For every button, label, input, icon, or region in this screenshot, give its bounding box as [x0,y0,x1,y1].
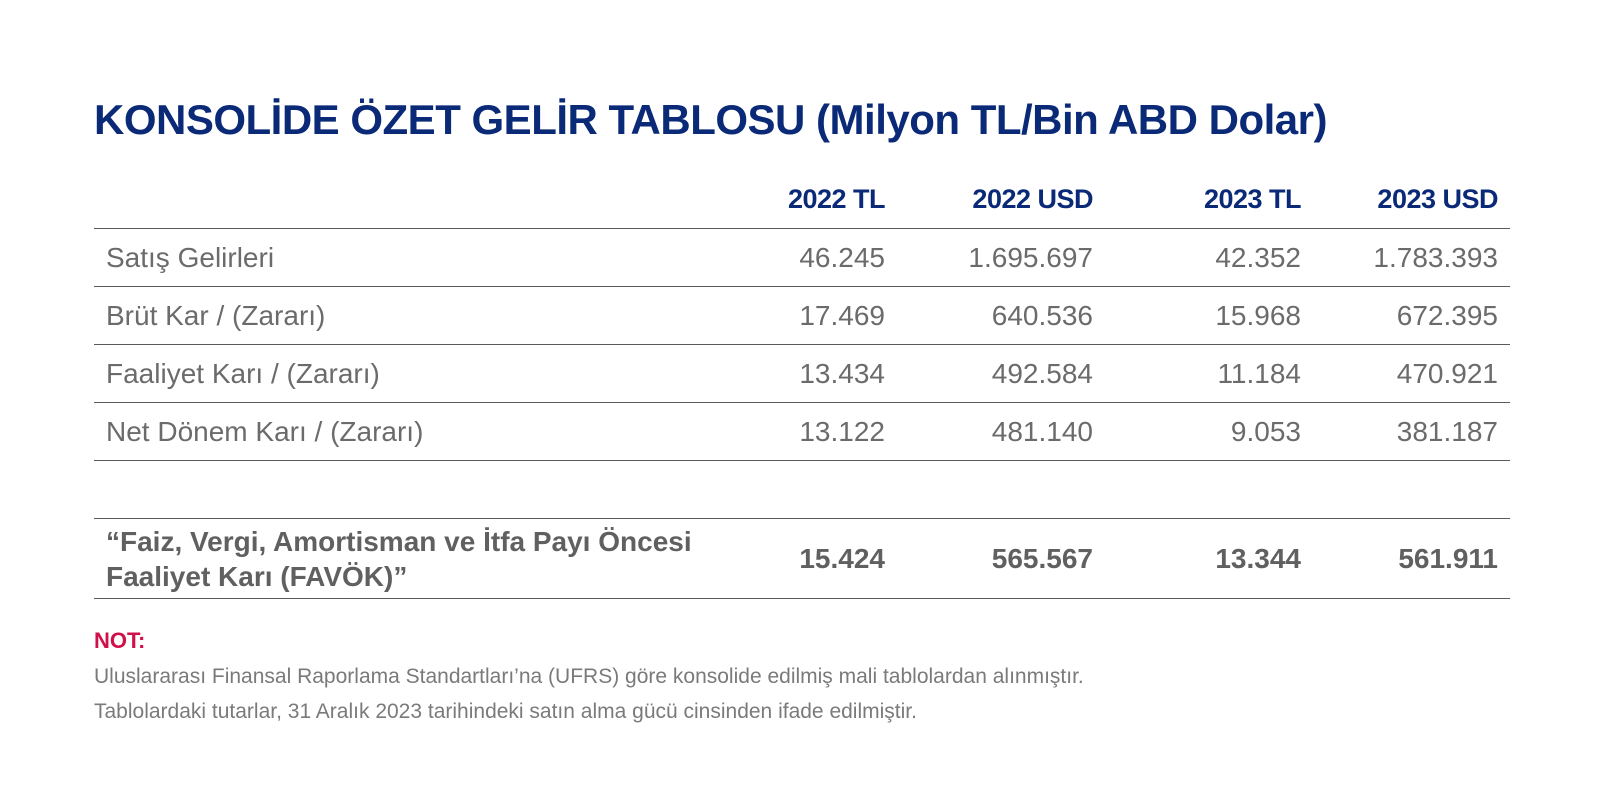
favok-label-line-1: “Faiz, Vergi, Amortisman ve İtfa Payı Öncesi [106,525,692,557]
cell-2023-tl: 11.184 [1217,357,1301,389]
footnote [94,628,1294,734]
row-label: Net Dönem Karı / (Zararı) [106,415,424,447]
cell-2023-usd: 470.921 [1396,357,1498,389]
favok-2023-tl: 13.344 [1215,542,1301,574]
table-row-faaliyet-kari [94,345,1510,403]
row-label: Satış Gelirleri [106,241,275,273]
cell-2022-tl: 17.469 [799,299,885,331]
table-row-satis-gelirleri [94,229,1510,287]
table-spacer-row [94,461,1510,519]
table-row-favok [94,519,1510,599]
cell-2023-tl: 15.968 [1215,299,1301,331]
cell-2023-tl: 42.352 [1215,241,1301,273]
column-header-2022-usd: 2022 USD [972,183,1093,214]
column-header-2023-usd: 2023 USD [1377,183,1498,214]
cell-2022-tl: 46.245 [799,241,885,273]
cell-2023-usd: 1.783.393 [1373,241,1498,273]
cell-2023-usd: 672.395 [1396,299,1498,331]
note-line-1: Uluslararası Finansal Raporlama Standartları’na (UFRS) göre konsolide edilmiş mali tablolardan alınmıştır. [94,665,1084,688]
column-header-2023-tl: 2023 TL [1203,183,1301,214]
cell-2023-usd: 381.187 [1396,415,1498,447]
favok-2023-usd: 561.911 [1398,542,1498,574]
cell-2022-tl: 13.434 [799,357,885,389]
note-line-2: Tablolardaki tutarlar, 31 Aralık 2023 tarihindeki satın alma gücü cinsinden ifade edilmiştir. [94,700,917,723]
favok-2022-tl: 15.424 [799,542,885,574]
favok-label-line-2: Faaliyet Karı (FAVÖK)” [106,560,408,592]
favok-2022-usd: 565.567 [991,542,1093,574]
column-header-2022-tl: 2022 TL [787,183,885,214]
row-label: Brüt Kar / (Zararı) [106,299,326,331]
note-title: NOT: [94,628,146,653]
cell-2022-usd: 481.140 [991,415,1093,447]
cell-2022-tl: 13.122 [799,415,885,447]
income-statement-table [94,170,1510,599]
cell-2022-usd: 1.695.697 [968,241,1093,273]
favok-label [106,519,726,598]
cell-2022-usd: 492.584 [991,357,1093,389]
row-label: Faaliyet Karı / (Zararı) [106,357,380,389]
cell-2022-usd: 640.536 [991,299,1093,331]
page-title: KONSOLİDE ÖZET GELİR TABLOSU (Milyon TL/Bin ABD Dolar) [94,96,1327,143]
table-row-net-donem-kari [94,403,1510,461]
cell-2023-tl: 9.053 [1230,415,1301,447]
table-header-row [94,170,1510,229]
table-row-brut-kar [94,287,1510,345]
